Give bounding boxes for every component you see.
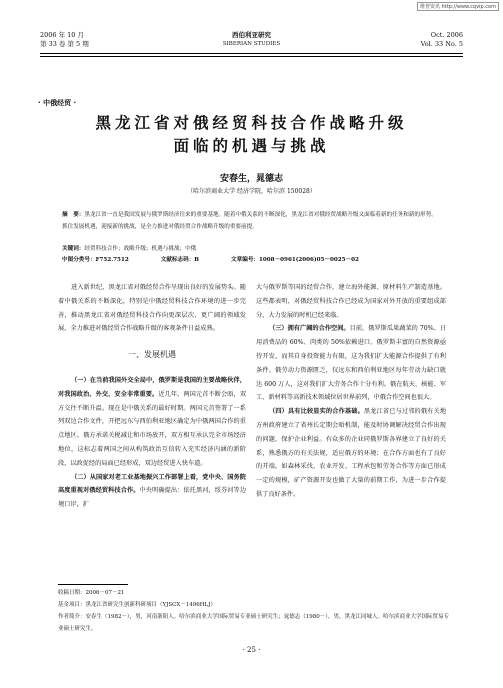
watermark-label: 维普资讯 http://www.cqvip.com xyxy=(417,2,499,11)
clc-number: 中图分类号：F752.7512 xyxy=(62,257,129,263)
paragraph-3-lead: （三）拥有广阔的合作空间。 xyxy=(269,325,350,333)
authors: 安春生，晁德志 xyxy=(219,174,283,184)
footnote-author: 作者简介：安春生（1982－），男，河南浙阳人。哈尔滨商业大学国际贸易专业硕士研究生；晁德志（1980－），男，黑龙江同城人。哈尔滨商业大学国际贸易专业硕士研究生。 xyxy=(58,614,449,632)
footnote-received: 收稿日期：2006－07－21 xyxy=(58,590,125,596)
header-right xyxy=(421,31,463,49)
paragraph-1-lead: （一）在当前我国外交全局中，俄罗斯是我国的主要战略伙伴，对我国政治、外交、安全非常重要。 xyxy=(58,376,246,398)
header-rule-thin xyxy=(40,56,463,57)
paragraph-4 xyxy=(256,405,446,502)
paragraph-1-body: 近几年，两国元首不断会晤，双方交往不断升温。现在是中俄关系的最好时期。两国元首签署了一系列双边合作文件，开把远东与西伯利亚地区确定为中俄两国合作的重点地区。俄方承诺关税减让和市场放开，双方相互承认完全市场经济地位，这标志着两国之间从构筑政治互信转入充实经济内涵的新阶段，以政促经的局面已经形成，双边经贸进入快车道。 xyxy=(58,390,247,467)
section-heading: 一、发展机遇 xyxy=(128,350,176,360)
meta-line xyxy=(62,255,442,263)
header-issue-cn: 第 33 卷 第 5 期 xyxy=(40,40,89,48)
right-column xyxy=(256,281,446,502)
footnote-rule xyxy=(58,584,128,585)
intro-paragraph: 进入新世纪，黑龙江省对俄经贸合作呈现出良好的发展势头。随着中俄关系的不断深化，特别是中俄经贸科技合作环境的进一步完善，推动黑龙江省对俄经贸科技合作向更深层次、更广阔的领域发展，全力推进对俄经贸合作战略升级的客观条件日益成熟。 xyxy=(58,284,246,333)
footnote-fund: 基金项目：黑龙江省研究生创新科研项目（YJSCX－1496HLJ） xyxy=(58,602,216,608)
keywords xyxy=(62,243,442,255)
keywords-text: 经贸科技合作；战略升级；机遇与挑战；中俄 xyxy=(84,246,197,252)
paragraph-continued: 大与俄罗斯等国的经贸合作，建立海外能源、原材料生产制造基地。这些都表明，对俄经贸科技合作已经成为国家对外开放的重要组成部分，大力发展的时机已经来临。 xyxy=(256,284,446,319)
title-line-1: 黑龙江省对俄经贸科技合作战略升级 xyxy=(95,114,408,132)
abstract-text: 黑龙江省一直是我国发展与俄罗斯经济往来的重要基地。随着中俄关系的不断深化，黑龙江省对俄经贸战略升级又面临着新的任务和新的形势。抓住发展机遇，迎接新的挑战，是全力推进对俄经贸合作战略升级的重要前提。 xyxy=(62,212,437,230)
paragraph-1 xyxy=(58,374,246,471)
paragraph-3 xyxy=(256,322,446,405)
paragraph-3-body: 目前，俄罗斯瓜果蔬菜的 70%、日用消费品的 60%、肉类的 50%依赖进口。俄罗斯丰富的自然资源亟待开发，而其自身投资能力有限，这为我们扩大能源合作提供了有利条件。俄劳动力资源匮乏，仅远东和西伯利亚地区每年劳动力缺口就达 600 万人，这对我们扩大劳务合作十分有利。俄在航天、核能、军工、新材料等高新技术领域位居世界前列，中俄合作空间也很大。 xyxy=(256,325,447,402)
left-column xyxy=(58,281,246,512)
header-date-cn: 2006 年 10 月 xyxy=(40,31,85,39)
section-tag: · 中俄经贸 · xyxy=(38,99,77,107)
paragraph-2-lead: （二）从国家对老工业基地振兴工作部署上看，党中央、国务院高度重视对俄经贸科技合作。 xyxy=(58,473,246,495)
doc-code: 文献标志码：B xyxy=(160,257,200,263)
article-number: 文章编号：1008－0961(2006)05－0025－02 xyxy=(231,257,359,263)
paragraph-2-body: 中央明确提出：依托黑河，绥芬河等边境口岸，扩 xyxy=(58,487,247,509)
title-line-2: 面临的机遇与挑战 xyxy=(173,137,330,155)
header-journal-cn: 西伯利亚研究 xyxy=(232,31,271,39)
paragraph-4-body: 黑龙江省已与过邻的俄有关地方州政府建立了省州长定期会晤机制，能及时协调解决经贸合作出现的问题，保护企业利益。有众多的企业同俄罗斯各界建立了良好的关系，熟悉俄方的有关法规，适应俄方的环境；在合作方面也有了良好的开端，如森林采伐、农业开发、工程承包和劳务合作等方面已形成一定的规模，矿产资源开发也做了大量的前期工作，为进一步合作提供了良好条件。 xyxy=(256,408,447,498)
abstract-label: 摘 要： xyxy=(62,212,85,218)
header-journal-en: SIBERIAN STUDIES xyxy=(222,41,281,47)
abstract xyxy=(62,209,442,233)
header-date-en: Oct. 2006 xyxy=(430,31,463,39)
page-number: · 25 · xyxy=(242,646,261,654)
keywords-label: 关键词： xyxy=(62,246,85,252)
header-issue-en: Vol. 33 No. 5 xyxy=(420,40,463,48)
paragraph-4-lead: （四）具有比较显实的合作基础。 xyxy=(269,408,364,416)
paragraph-2 xyxy=(58,471,246,512)
header-rule xyxy=(40,53,463,54)
affiliation: （哈尔滨商业大学 经济学院，哈尔滨 150028） xyxy=(187,188,316,195)
